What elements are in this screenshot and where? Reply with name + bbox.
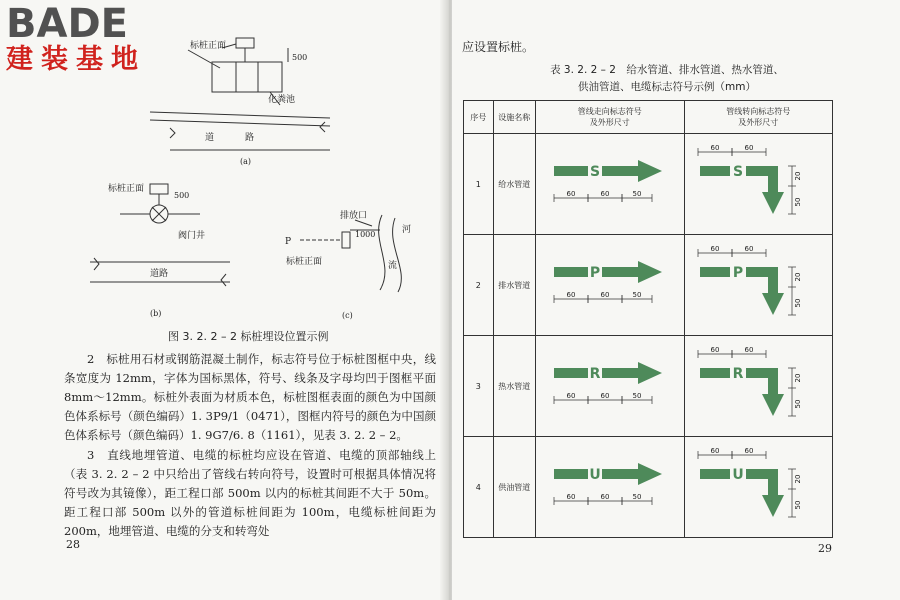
turn-left-bar [700, 368, 730, 378]
dim-50-vertical-label: 50 [794, 197, 803, 207]
direction-arrow-figure [540, 136, 680, 232]
symbol-table [463, 100, 833, 538]
cell-direction-symbol [536, 134, 684, 235]
intro-text: 应设置标桩。 [462, 40, 535, 54]
header-turn-line-1: 管线转向标志符号 [726, 107, 791, 116]
turn-arrow-figure [688, 237, 828, 333]
paragraph-2 [64, 350, 436, 445]
table-row [464, 235, 833, 336]
fig-c-outlet-label: 排放口 [340, 211, 368, 221]
turn-arrow-figure [688, 136, 828, 232]
turn-left-bar [700, 166, 730, 176]
dim-60-b-label: 60 [600, 392, 610, 400]
symbol-letter: P [589, 265, 600, 281]
arrow-left-bar [554, 469, 588, 479]
cell-no: 2 [464, 235, 494, 336]
turn-arrow-body [746, 166, 784, 214]
dim-50-label: 50 [632, 190, 642, 198]
fig-a-marker [236, 38, 254, 48]
dim-50-vertical-label: 50 [794, 298, 803, 308]
fig-c-pipe-label: P [285, 237, 292, 247]
fig-a-dim: 500 [292, 53, 308, 62]
cell-turn-symbol [684, 235, 832, 336]
arrow-head-segment [602, 160, 662, 182]
header-turn [684, 101, 832, 134]
fig-a-septic-tank [212, 62, 282, 92]
dim-60-b-label: 60 [600, 291, 610, 299]
fig-b-dim: 500 [174, 191, 190, 200]
dim-60-a-label: 60 [566, 291, 576, 299]
dim-60-d-label: 60 [744, 245, 754, 253]
turn-arrow-figure [688, 439, 828, 535]
dim-50-label: 50 [632, 291, 642, 299]
dim-60-a-label: 60 [566, 190, 576, 198]
paragraph-3-text: 3 直线地埋管道、电缆的标桩均应设在管道、电缆的顶部轴线上（表 3. 2. 2 – 2 中只给出了管线右转向符号，设置时可根据具体情况将符号改为其镜像），距工程口部 500m 以内的标桩其间距不大于 50m。距工程口部 500m 以外的管道标桩间距为 100m，电缆标桩间距为 200m，地埋管道、电缆的分支和转弯处 [64, 448, 436, 538]
fig-c-dim: 1000 [355, 230, 376, 239]
paragraph-2-text: 2 标桩用石材或钢筋混凝土制作，标志符号位于标桩图框中央，线条宽度为 12mm，字体为国标黑体，符号、线条及字母均凹于图框平面 8mm～12mm。标桩外表面为材质本色，标桩图框表面的颜色为中国颜色体系标号（颜色编码）1. 3P9/1（0471），图框内符号的颜色为中国颜色体系标号（颜色编码）1. 9G7/6. 8（1161），见表 3. 2. 2 – 2。 [64, 352, 436, 442]
fig-b-marker [150, 184, 168, 194]
turn-left-bar [700, 469, 730, 479]
cell-turn-symbol [684, 437, 832, 538]
turn-left-bar [700, 267, 730, 277]
symbol-letter: P [733, 265, 744, 281]
arrow-head-segment [602, 261, 662, 283]
dim-60-b-label: 60 [600, 493, 610, 501]
header-direction [536, 101, 684, 134]
turn-arrow-figure [688, 338, 828, 434]
page-number-left: 28 [66, 538, 80, 551]
header-direction-line-2: 及外形尺寸 [589, 118, 630, 127]
header-direction-line-1: 管线走向标志符号 [577, 107, 642, 116]
fig-c-river-1: 河 [402, 225, 412, 235]
fig-a-pit-label: 化粪池 [268, 95, 296, 105]
dim-50-vertical-label: 50 [794, 399, 803, 409]
dim-20-label: 20 [794, 474, 803, 484]
symbol-letter: R [589, 366, 601, 382]
dim-50-label: 50 [632, 392, 642, 400]
cell-name: 给水管道 [493, 134, 536, 235]
symbol-letter: S [733, 164, 744, 180]
dim-20-label: 20 [794, 373, 803, 383]
dim-60-b-label: 60 [600, 190, 610, 198]
table-title-line-1: 表 3. 2. 2 – 2 给水管道、排水管道、热水管道、 [550, 64, 784, 76]
left-page [0, 0, 446, 600]
header-no: 序号 [464, 101, 494, 134]
symbol-letter: R [732, 366, 744, 382]
dim-20-label: 20 [794, 272, 803, 282]
paragraph-3 [64, 446, 436, 541]
cell-no: 1 [464, 134, 494, 235]
figure-caption: 图 3. 2. 2 – 2 标桩埋设位置示例 [168, 330, 329, 343]
symbol-letter: U [589, 467, 601, 483]
dim-60-a-label: 60 [566, 493, 576, 501]
turn-arrow-body [746, 469, 784, 517]
fig-a-sub: (a) [240, 157, 252, 166]
fig-c-front-label: 标桩正面 [286, 257, 323, 267]
arrow-head-segment [602, 362, 662, 384]
dim-60-c-label: 60 [710, 144, 720, 152]
cell-no: 3 [464, 336, 494, 437]
table-row [464, 134, 833, 235]
turn-arrow-body [746, 368, 784, 416]
header-turn-line-2: 及外形尺寸 [738, 118, 779, 127]
cell-name: 排水管道 [493, 235, 536, 336]
cell-turn-symbol [684, 336, 832, 437]
dim-20-label: 20 [794, 171, 803, 181]
arrow-left-bar [554, 368, 588, 378]
fig-b-road-label: 道路 [150, 269, 169, 279]
fig-b-valve-label: 阀门井 [178, 231, 206, 241]
table-row [464, 336, 833, 437]
arrow-head-segment [602, 463, 662, 485]
logo-wordmark: BADE [6, 1, 128, 47]
figure-3-2-2-2 [0, 0, 446, 330]
direction-arrow-figure [540, 237, 680, 333]
dim-60-d-label: 60 [744, 447, 754, 455]
fig-c-marker [342, 232, 350, 248]
table-row [464, 437, 833, 538]
direction-arrow-figure [540, 439, 680, 535]
dim-60-c-label: 60 [710, 245, 720, 253]
fig-a-front-label: 标桩正面 [190, 41, 227, 51]
cell-turn-symbol [684, 134, 832, 235]
dim-60-c-label: 60 [710, 346, 720, 354]
header-name: 设施名称 [493, 101, 536, 134]
fig-c-river-2: 流 [388, 261, 398, 271]
fig-c-sub: (c) [342, 311, 353, 320]
page-number-right: 29 [818, 542, 832, 555]
table-header-row [464, 101, 833, 134]
dim-50-vertical-label: 50 [794, 500, 803, 510]
cell-direction-symbol [536, 437, 684, 538]
cell-no: 4 [464, 437, 494, 538]
symbol-letter: U [732, 467, 744, 483]
dim-60-d-label: 60 [744, 144, 754, 152]
cell-direction-symbol [536, 336, 684, 437]
fig-b-sub: (b) [150, 309, 162, 318]
direction-arrow-figure [540, 338, 680, 434]
dim-60-d-label: 60 [744, 346, 754, 354]
symbol-letter: S [589, 164, 600, 180]
cell-name: 热水管道 [493, 336, 536, 437]
turn-arrow-body [746, 267, 784, 315]
arrow-left-bar [554, 166, 588, 176]
dim-50-label: 50 [632, 493, 642, 501]
arrow-left-bar [554, 267, 588, 277]
logo-chinese: 建装基地 [6, 44, 146, 75]
dim-60-a-label: 60 [566, 392, 576, 400]
fig-a-road-left: 道 [205, 133, 215, 143]
table-title-line-2: 供油管道、电缆标志符号示例（mm） [578, 81, 756, 93]
dim-60-c-label: 60 [710, 447, 720, 455]
fig-b-front-label: 标桩正面 [108, 184, 145, 194]
cell-direction-symbol [536, 235, 684, 336]
fig-a-road-right: 路 [245, 133, 255, 143]
cell-name: 供油管道 [493, 437, 536, 538]
